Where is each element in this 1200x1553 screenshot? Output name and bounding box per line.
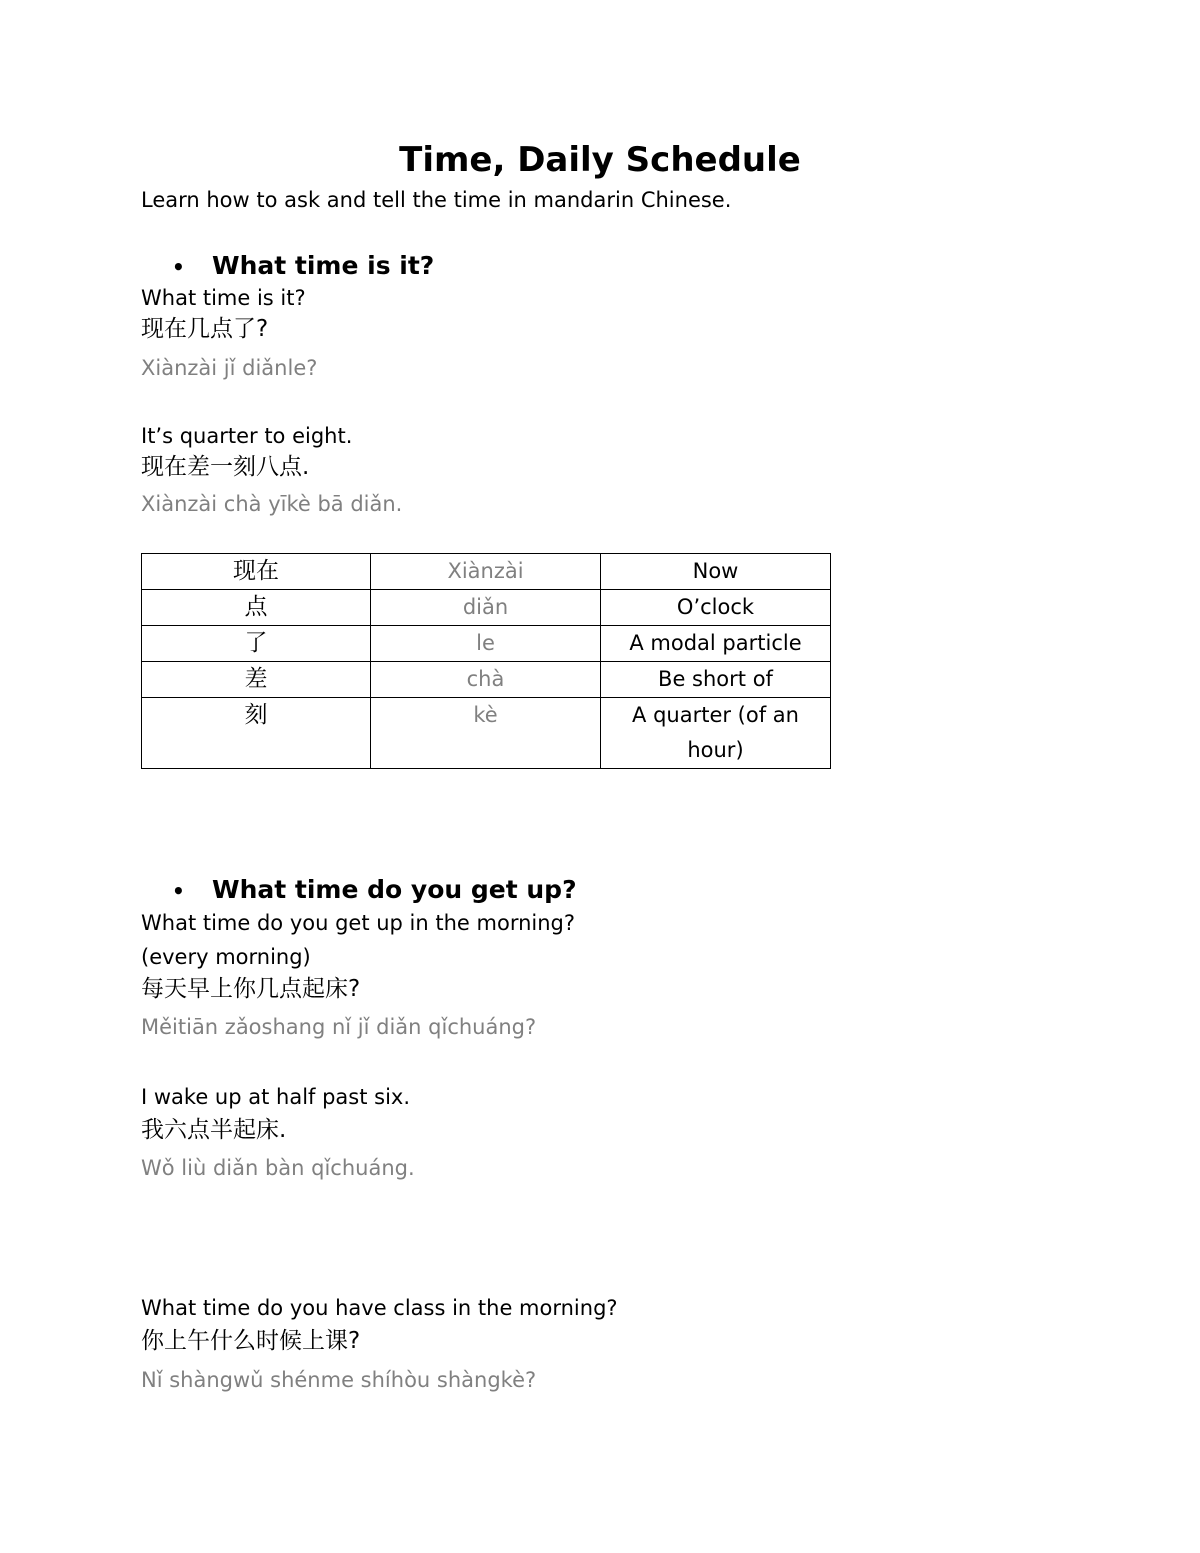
cell-chinese: 差 (142, 662, 371, 698)
question-english-note: (every morning) (141, 945, 311, 969)
table-row (142, 662, 831, 698)
question-english: What time do you have class in the morning? (141, 1296, 618, 1320)
vocabulary-table (141, 553, 831, 769)
page-title: Time, Daily Schedule (399, 140, 801, 180)
question-chinese: 每天早上你几点起床? (141, 976, 361, 1002)
answer-english: I wake up at half past six. (141, 1085, 411, 1109)
bullet-icon: • (172, 879, 185, 903)
cell-pinyin: chà (371, 662, 601, 698)
cell-chinese: 点 (142, 590, 371, 626)
cell-pinyin: le (371, 626, 601, 662)
cell-chinese: 了 (142, 626, 371, 662)
cell-chinese: 刻 (142, 698, 371, 769)
answer-english: It’s quarter to eight. (141, 424, 353, 448)
bullet-icon: • (172, 255, 185, 279)
question-pinyin: Xiànzài jǐ diǎnle? (141, 356, 318, 380)
cell-pinyin: kè (371, 698, 601, 769)
table-row (142, 698, 831, 769)
table-row (142, 590, 831, 626)
question-pinyin: Měitiān zǎoshang nǐ jǐ diǎn qǐchuáng? (141, 1015, 537, 1039)
cell-chinese: 现在 (142, 554, 371, 590)
question-english: What time do you get up in the morning? (141, 911, 576, 935)
table-row (142, 626, 831, 662)
answer-chinese: 现在差一刻八点. (141, 454, 310, 480)
question-chinese: 现在几点了? (141, 316, 269, 342)
section-heading-what-time (172, 250, 434, 283)
cell-english: Now (601, 554, 831, 590)
intro-text: Learn how to ask and tell the time in mandarin Chinese. (141, 188, 732, 212)
cell-english: Be short of (601, 662, 831, 698)
answer-chinese: 我六点半起床. (141, 1117, 287, 1143)
section-heading-text: What time is it? (212, 251, 435, 280)
cell-english: O’clock (601, 590, 831, 626)
section-heading-text: What time do you get up? (212, 875, 577, 904)
cell-pinyin: diǎn (371, 590, 601, 626)
answer-pinyin: Xiànzài chà yīkè bā diǎn. (141, 492, 403, 516)
table-row (142, 554, 831, 590)
answer-pinyin: Wǒ liù diǎn bàn qǐchuáng. (141, 1156, 415, 1180)
section-heading-get-up (172, 874, 577, 907)
question-pinyin: Nǐ shàngwǔ shénme shíhòu shàngkè? (141, 1368, 537, 1392)
question-chinese: 你上午什么时候上课? (141, 1328, 361, 1354)
cell-pinyin: Xiànzài (371, 554, 601, 590)
cell-english: A quarter (of an hour) (601, 698, 831, 769)
question-english: What time is it? (141, 286, 306, 310)
cell-english: A modal particle (601, 626, 831, 662)
